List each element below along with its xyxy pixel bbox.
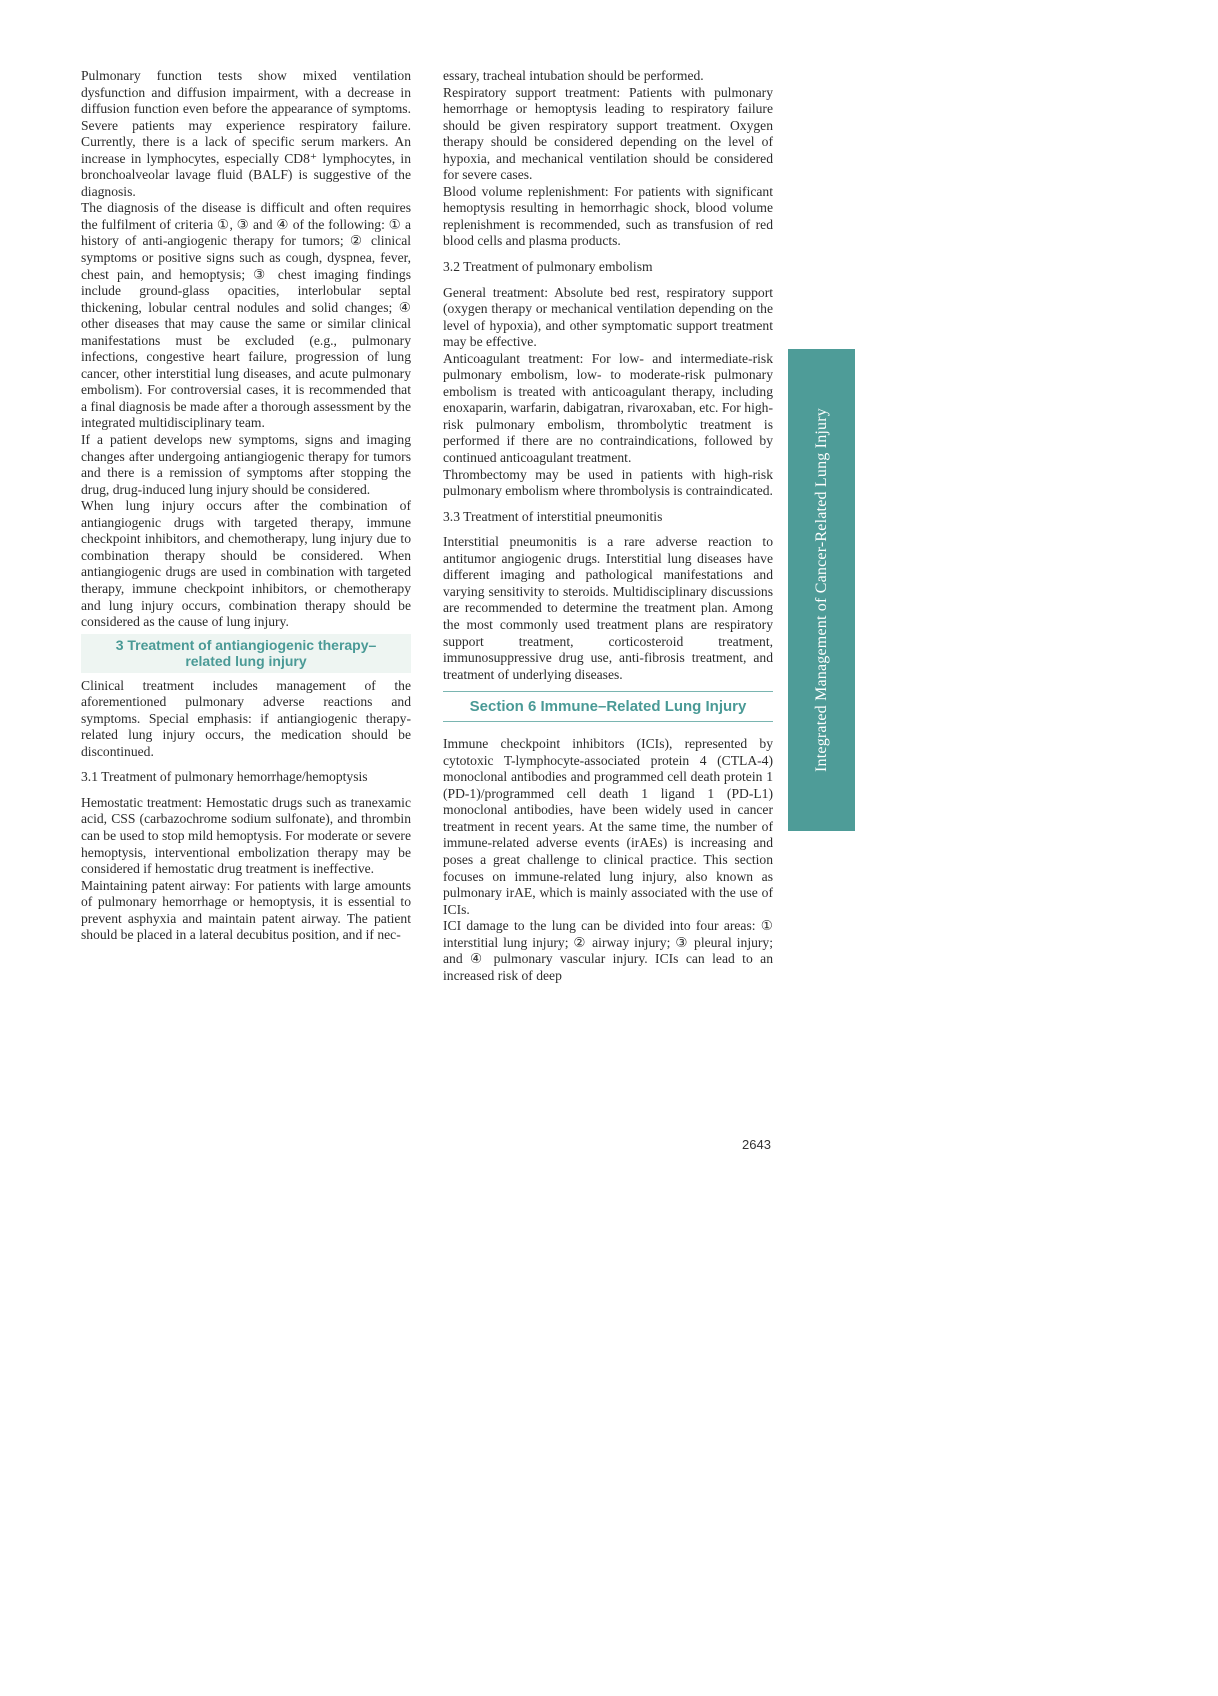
chapter-side-tab-title: Integrated Management of Cancer-Related Lung Injury	[812, 408, 830, 772]
body-paragraph: Respiratory support treatment: Patients with pulmonary hemorrhage or hemoptysis leading to respiratory failure should be given respiratory support treatment. Oxygen therapy should be considered depending on the level of hypoxia, and mechanical ventilation should be considered for severe cases.	[443, 84, 773, 183]
page-number: 2643	[742, 1137, 771, 1152]
body-paragraph: Interstitial pneumonitis is a rare adverse reaction to antitumor angiogenic drugs. Interstitial lung diseases have different imaging and pathological manifestations and varying sensitivity to steroids. Multidisciplinary discussions are recommended to determine the treatment plan. Among the most commonly used treatment plans are respiratory support treatment, corticosteroid treatment, immunosuppressive drug use, anti-fibrosis treatment, and treatment of underlying diseases.	[443, 534, 773, 682]
body-paragraph: When lung injury occurs after the combination of antiangiogenic drugs with targeted therapy, immune checkpoint inhibitors, and chemotherapy, lung injury due to combination therapy should be considered. When antiangiogenic drugs are used in combination with targeted therapy, immune checkpoint inhibitors, or chemotherapy and lung injury occurs, combination therapy should be considered as the cause of lung injury.	[81, 498, 411, 630]
body-paragraph: essary, tracheal intubation should be performed.	[443, 68, 704, 83]
body-paragraph: General treatment: Absolute bed rest, respiratory support (oxygen therapy or mechanical ventilation depending on the level of hypoxia), and other symptomatic support treatment may be effective.	[443, 284, 773, 350]
body-paragraph: Maintaining patent airway: For patients with large amounts of pulmonary hemorrhage or hemoptysis, it is essential to prevent asphyxia and maintain patent airway. The patient should be placed in a lateral decubitus position, and if nec-	[81, 877, 411, 943]
body-paragraph: Blood volume replenishment: For patients with significant hemoptysis resulting in hemorrhagic shock, blood volume replenishment is recommended, such as transfusion of red blood cells and plasma products.	[443, 183, 773, 249]
body-paragraph: Hemostatic treatment: Hemostatic drugs such as tranexamic acid, CSS (carbazochrome sodium sulfonate), and thrombin can be used to stop mild hemoptysis. For moderate or severe hemoptysis, interventional embolization therapy may be considered if hemostatic drug treatment is ineffective.	[81, 794, 411, 877]
right-column	[443, 68, 773, 984]
body-paragraph: Pulmonary function tests show mixed ventilation dysfunction and diffusion impairment, with a decrease in diffusion function even before the appearance of symptoms. Severe patients may experience respiratory failure. Currently, there is a lack of specific serum markers. An increase in lymphocytes, especially CD8⁺ lymphocytes, in bronchoalveolar lavage fluid (BALF) is suggestive of the diagnosis.	[81, 68, 411, 199]
body-paragraph: Anticoagulant treatment: For low- and intermediate-risk pulmonary embolism, low- to moderate-risk pulmonary embolism is treated with anticoagulant therapy, including enoxaparin, warfarin, dabigatran, rivaroxaban, etc. For high-risk pulmonary embolism, thrombolytic treatment is performed if there are no contraindications, followed by continued anticoagulant treatment.	[443, 350, 773, 466]
subsection-3-1-heading: 3.1 Treatment of pulmonary hemorrhage/hemoptysis	[81, 769, 368, 785]
body-paragraph: ICI damage to the lung can be divided into four areas: ① interstitial lung injury; ② airway injury; ③ pleural injury; and ④ pulmonary vascular injury. ICIs can lead to an increased risk of deep	[443, 918, 773, 983]
body-paragraph: Thrombectomy may be used in patients with high-risk pulmonary embolism where thrombolysis is contraindicated.	[443, 466, 773, 499]
body-paragraph: The diagnosis of the disease is difficult and often requires the fulfilment of criteria ①, ③ and ④ of the following: ① a history of anti-angiogenic therapy for tumors; ② clinical symptoms or positive signs such as cough, dyspnea, fever, chest pain, and hemoptysis; ③ chest imaging findings include ground-glass opacities, interlobular septal thickening, lobular central nodules and solid changes; ④ other diseases that may cause the same or similar clinical manifestations must be excluded (e.g., pulmonary infections, congestive heart failure, progression of lung cancer, other interstitial lung diseases, and acute pulmonary embolism). For controversial cases, it is recommended that a final diagnosis be made after a thorough assessment by the integrated multidisciplinary team.	[81, 200, 411, 431]
section-3-heading-line-1: 3 Treatment of antiangiogenic therapy–	[115, 636, 377, 653]
section-3-heading-line-2: related lung injury	[185, 652, 307, 669]
section-3-heading	[81, 634, 411, 673]
body-paragraph: If a patient develops new symptoms, signs and imaging changes after undergoing antiangiogenic therapy for tumors and there is a remission of symptoms after stopping the drug, drug-induced lung injury should be considered.	[81, 432, 411, 497]
subsection-3-2-heading: 3.2 Treatment of pulmonary embolism	[443, 259, 653, 275]
body-paragraph: Immune checkpoint inhibitors (ICIs), represented by cytotoxic T-lymphocyte-associated protein 4 (CTLA-4) monoclonal antibodies and programmed cell death protein 1 (PD-1)/programmed cell death 1 ligand 1 (PD-L1) monoclonal antibodies, have been widely used in cancer treatment in recent years. At the same time, the number of immune-related adverse events (irAEs) is increasing and poses a great challenge to clinical practice. This section focuses on immune-related lung injury, also known as pulmonary irAE, which is mainly associated with the use of ICIs.	[443, 736, 773, 917]
subsection-3-3-heading: 3.3 Treatment of interstitial pneumonitis	[443, 508, 663, 524]
left-column	[81, 68, 411, 944]
chapter-side-tab	[788, 349, 855, 831]
body-paragraph: Clinical treatment includes management of the aforementioned pulmonary adverse reactions and symptoms. Special emphasis: if antiangiogenic therapy-related lung injury occurs, the medication should be discontinued.	[81, 677, 411, 759]
section-6-heading: Section 6 Immune–Related Lung Injury	[443, 691, 773, 722]
